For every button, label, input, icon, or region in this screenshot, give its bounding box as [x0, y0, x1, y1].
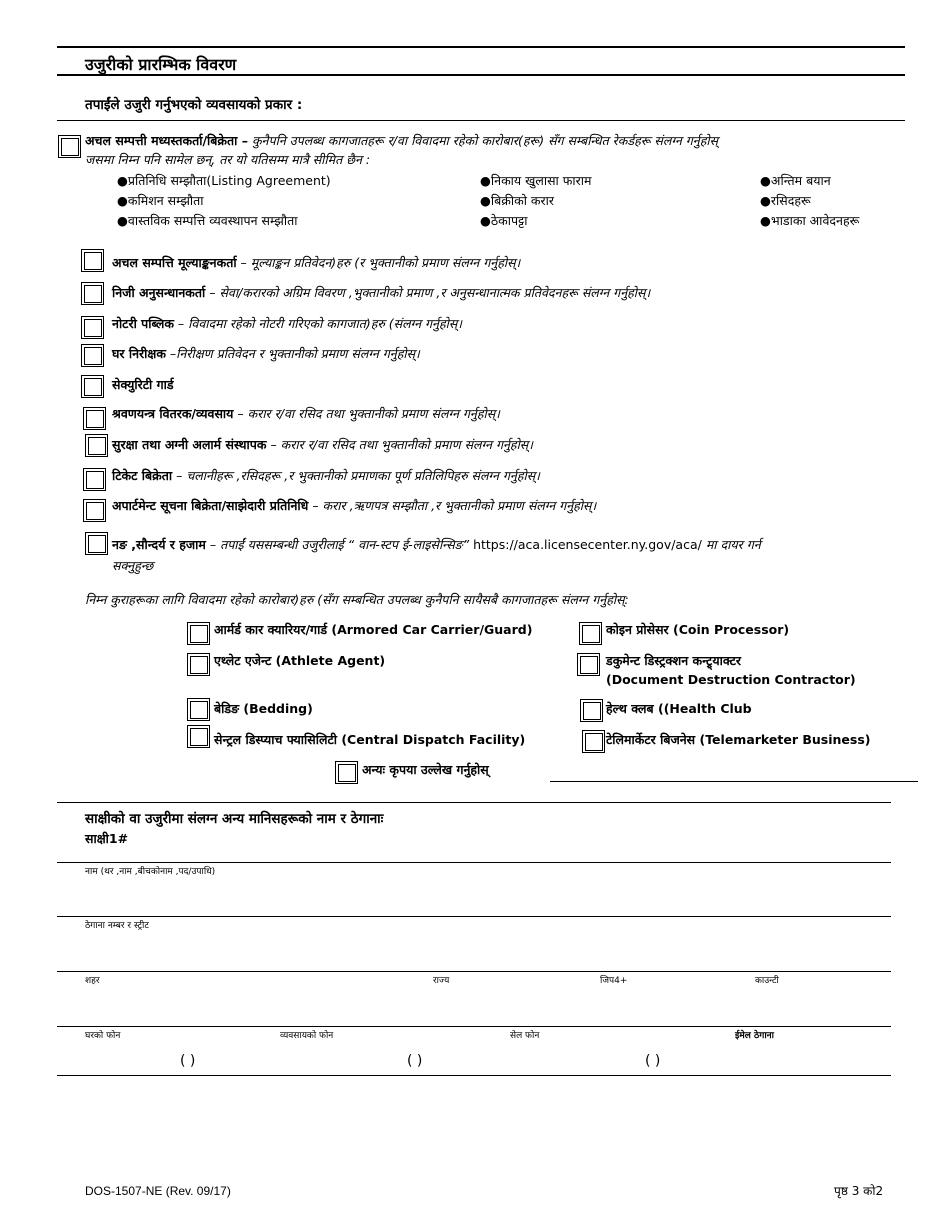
- option-title: निजी अनुसन्धानकर्ता: [112, 285, 206, 300]
- bullet-item: ●निकाय खुलासा फाराम: [480, 173, 592, 188]
- nail-beauty-barber-checkbox[interactable]: [88, 535, 106, 553]
- other-input-line[interactable]: [550, 781, 918, 782]
- document-destruction-checkbox[interactable]: [580, 656, 598, 674]
- option-apartment-info: [112, 498, 596, 514]
- option-appraiser: [112, 255, 520, 271]
- city-label: शहर: [85, 976, 100, 986]
- health-club-checkbox[interactable]: [583, 702, 601, 720]
- option-title: सुरक्षा तथा अग्नी अलार्म संस्थापक: [112, 437, 267, 452]
- option-security-fire-alarm: [112, 437, 533, 453]
- name-rule: [57, 862, 891, 863]
- cell-phone-area-code[interactable]: ( ): [645, 1053, 661, 1069]
- option-desc: – करार र/वा रसिद तथा भुक्तानीको प्रमाण संलग्न गर्नुहोस्।: [266, 437, 533, 452]
- state-label: राज्य: [433, 976, 450, 986]
- option-title: टिकेट बिक्रेता: [112, 468, 173, 483]
- option-desc-end: मा दायर गर्न: [701, 537, 761, 552]
- security-fire-alarm-checkbox[interactable]: [88, 437, 106, 455]
- option-title: नोटरी पब्लिक: [112, 316, 174, 331]
- business-type-label: तपाईंले उजुरी गर्नुभएको व्यवसायको प्रकार :: [85, 97, 303, 113]
- city-rule: [57, 971, 891, 972]
- address-rule: [57, 916, 891, 917]
- central-dispatch-checkbox[interactable]: [190, 728, 208, 746]
- witness-top-rule: [57, 802, 891, 803]
- option-private-investigator: [112, 285, 650, 301]
- license-url-link[interactable]: https://aca.licensecenter.ny.gov/aca/: [473, 537, 702, 552]
- option-desc: – विवादमा रहेको नोटरी गरिएको कागजात)हरु (संलग्न गर्नुहोस्।: [173, 316, 463, 331]
- option-notary-public: [112, 316, 462, 332]
- option-ticket-reseller: [112, 468, 540, 484]
- bullet-item: ●अन्तिम बयान: [760, 173, 831, 188]
- real-estate-broker-desc: कुनैपनि उपलब्ध कागजातहरू र/वा विवादमा रहेको कारोबार(हरू) सँग सम्बन्धित रेकर्डहरू संलग्न गर्नुहोस्: [251, 133, 719, 148]
- title-rule: [57, 74, 905, 76]
- bullet-item: ●प्रतिनिधि सम्झौता(Listing Agreement): [117, 173, 331, 188]
- bullet-item: ●ठेकापट्टा: [480, 213, 528, 228]
- page-number: पृष्ठ 3 को2: [834, 1184, 884, 1198]
- notary-public-checkbox[interactable]: [84, 319, 102, 337]
- bullet-item: ●कमिशन सम्झौता: [117, 193, 204, 208]
- option-title: घर निरीक्षक: [112, 346, 166, 361]
- option-title: अपार्टमेन्ट सूचना बिक्रेता/साझेदारी प्रतिनिधि: [112, 498, 309, 513]
- bullet-item: ●भाडाका आवेदनहरू: [760, 213, 860, 228]
- phone-rule: [57, 1026, 891, 1027]
- bullet-item: ●रसिदहरू: [760, 193, 811, 208]
- option-title: श्रवणयन्त्र वितरक/व्यवसाय: [112, 406, 234, 421]
- name-label: नाम (थर ,नाम ,बीचकोनाम ,पद/उपाधि): [85, 867, 216, 877]
- business-type-rule: [57, 120, 905, 121]
- zip-label: जिप4+: [600, 976, 628, 986]
- option-desc: – तपाईं यससम्बन्धी उजुरीलाई “ वान-स्टप ई-लाइसेन्सिङ”: [205, 537, 474, 552]
- option-desc: – सेवा/करारको अग्रिम विवरण ,भुक्तानीको प्रमाण ,र अनुसन्धानात्मक प्रतिवेदनहरू संलग्न गर्नुहोस्।: [205, 285, 651, 300]
- option-title: अचल सम्पत्ति मूल्याङ्कनकर्ता: [112, 255, 237, 270]
- option-desc: –निरीक्षण प्रतिवेदन र भुक्तानीको प्रमाण संलग्न गर्नुहोस्।: [165, 346, 420, 361]
- option-home-inspector: [112, 346, 420, 362]
- option-hearing-aid: [112, 406, 500, 422]
- grid-intro: निम्न कुराहरूका लागि विवादमा रहेको कारोबार)हरु (सँग सम्बन्धित उपलब्ध कुनैपनि सायैसबै कागजातहरू संलग्न गर्नुहोस्:: [85, 592, 629, 607]
- appraiser-checkbox[interactable]: [84, 252, 102, 270]
- witness-heading: साक्षीको वा उजुरीमा संलग्न अन्य मानिसहरूको नाम र ठेगानाः: [85, 811, 384, 827]
- bottom-rule: [57, 1075, 891, 1076]
- central-dispatch-label: सेन्ट्रल डिस्प्याच फ्यासिलिटी (Central Dispatch Facility): [214, 732, 526, 747]
- business-phone-area-code[interactable]: ( ): [407, 1053, 423, 1069]
- witness-sub: साक्षी1#: [85, 831, 129, 846]
- apartment-info-checkbox[interactable]: [86, 502, 104, 520]
- home-inspector-checkbox[interactable]: [84, 347, 102, 365]
- document-destruction-label: डकुमेन्ट डिस्ट्रक्शन कन्ट्र्याक्टर: [606, 653, 742, 668]
- armored-car-label: आर्मर्ड कार क्यारियर/गार्ड (Armored Car Carrier/Guard): [214, 622, 533, 637]
- armored-car-checkbox[interactable]: [190, 625, 208, 643]
- option-nail-desc2: सक्नुहुन्छ: [112, 558, 154, 573]
- coin-processor-label: कोइन प्रोसेसर (Coin Processor): [606, 622, 790, 637]
- top-rule: [57, 46, 905, 48]
- coin-processor-checkbox[interactable]: [582, 625, 600, 643]
- telemarketer-label: टेलिमार्केटर बिजनेस (Telemarketer Business): [606, 732, 871, 747]
- bedding-checkbox[interactable]: [190, 701, 208, 719]
- document-destruction-label-2: (Document Destruction Contractor): [606, 672, 856, 687]
- email-label: ईमेल ठेगाना: [735, 1031, 774, 1041]
- option-desc: – चलानीहरू ,रसिदहरू ,र भुक्तानीको प्रमाणका पूर्ण प्रतिलिपिहरु संलग्न गर्नुहोस्।: [172, 468, 540, 483]
- real-estate-broker-title: अचल सम्पत्ती मध्यस्तकर्ता/बिक्रेता –: [85, 133, 248, 148]
- other-checkbox[interactable]: [338, 764, 356, 782]
- home-phone-label: घरको फोन: [85, 1031, 121, 1041]
- option-title: नङ ,सौन्दर्य र हजाम: [112, 537, 206, 552]
- option-desc: – करार र/वा रसिद तथा भुक्तानीको प्रमाण संलग्न गर्नुहोस्।: [233, 406, 500, 421]
- address-label: ठेगाना नम्बर र स्ट्रीट: [85, 921, 149, 931]
- option-desc: – करार ,ऋणपत्र सम्झौता ,र भुक्तानीको प्रमाण संलग्न गर्नुहोस्।: [308, 498, 597, 513]
- cell-phone-label: सेल फोन: [510, 1031, 540, 1041]
- option-nail-beauty-barber: [112, 537, 761, 553]
- real-estate-broker-line: [85, 133, 718, 149]
- health-club-label: हेल्थ क्लब ((Health Club: [606, 701, 752, 716]
- telemarketer-checkbox[interactable]: [585, 733, 603, 751]
- home-phone-area-code[interactable]: ( ): [180, 1053, 196, 1069]
- business-phone-label: व्यवसायको फोन: [280, 1031, 334, 1041]
- real-estate-broker-checkbox[interactable]: [61, 138, 79, 156]
- security-guard-checkbox[interactable]: [84, 378, 102, 396]
- option-security-guard: [112, 377, 174, 393]
- form-id: DOS-1507-NE (Rev. 09/17): [85, 1184, 231, 1198]
- hearing-aid-checkbox[interactable]: [86, 410, 104, 428]
- bullet-item: ●वास्तविक सम्पत्ति व्यवस्थापन सम्झौता: [117, 213, 298, 228]
- option-desc: – मूल्याङ्कन प्रतिवेदन)हरु (र भुक्तानीको प्रमाण संलग्न गर्नुहोस्।: [236, 255, 521, 270]
- ticket-reseller-checkbox[interactable]: [86, 471, 104, 489]
- option-title: सेक्युरिटी गार्ड: [112, 377, 174, 392]
- private-investigator-checkbox[interactable]: [84, 285, 102, 303]
- real-estate-broker-desc2: जसमा निम्न पनि सामेल छन्, तर यो यतिसम्म मात्रै सीमित छैन :: [85, 152, 371, 167]
- section-title: उजुरीको प्रारम्भिक विवरण: [85, 55, 237, 74]
- athlete-agent-label: एथ्लेट एजेन्ट (Athlete Agent): [214, 653, 386, 668]
- athlete-agent-checkbox[interactable]: [190, 656, 208, 674]
- bullet-item: ●बिक्रीको करार: [480, 193, 554, 208]
- bedding-label: बेडिङ (Bedding): [214, 701, 313, 716]
- county-label: काउन्टी: [755, 976, 779, 986]
- other-label: अन्यः कृपया उल्लेख गर्नुहोस्: [362, 762, 489, 777]
